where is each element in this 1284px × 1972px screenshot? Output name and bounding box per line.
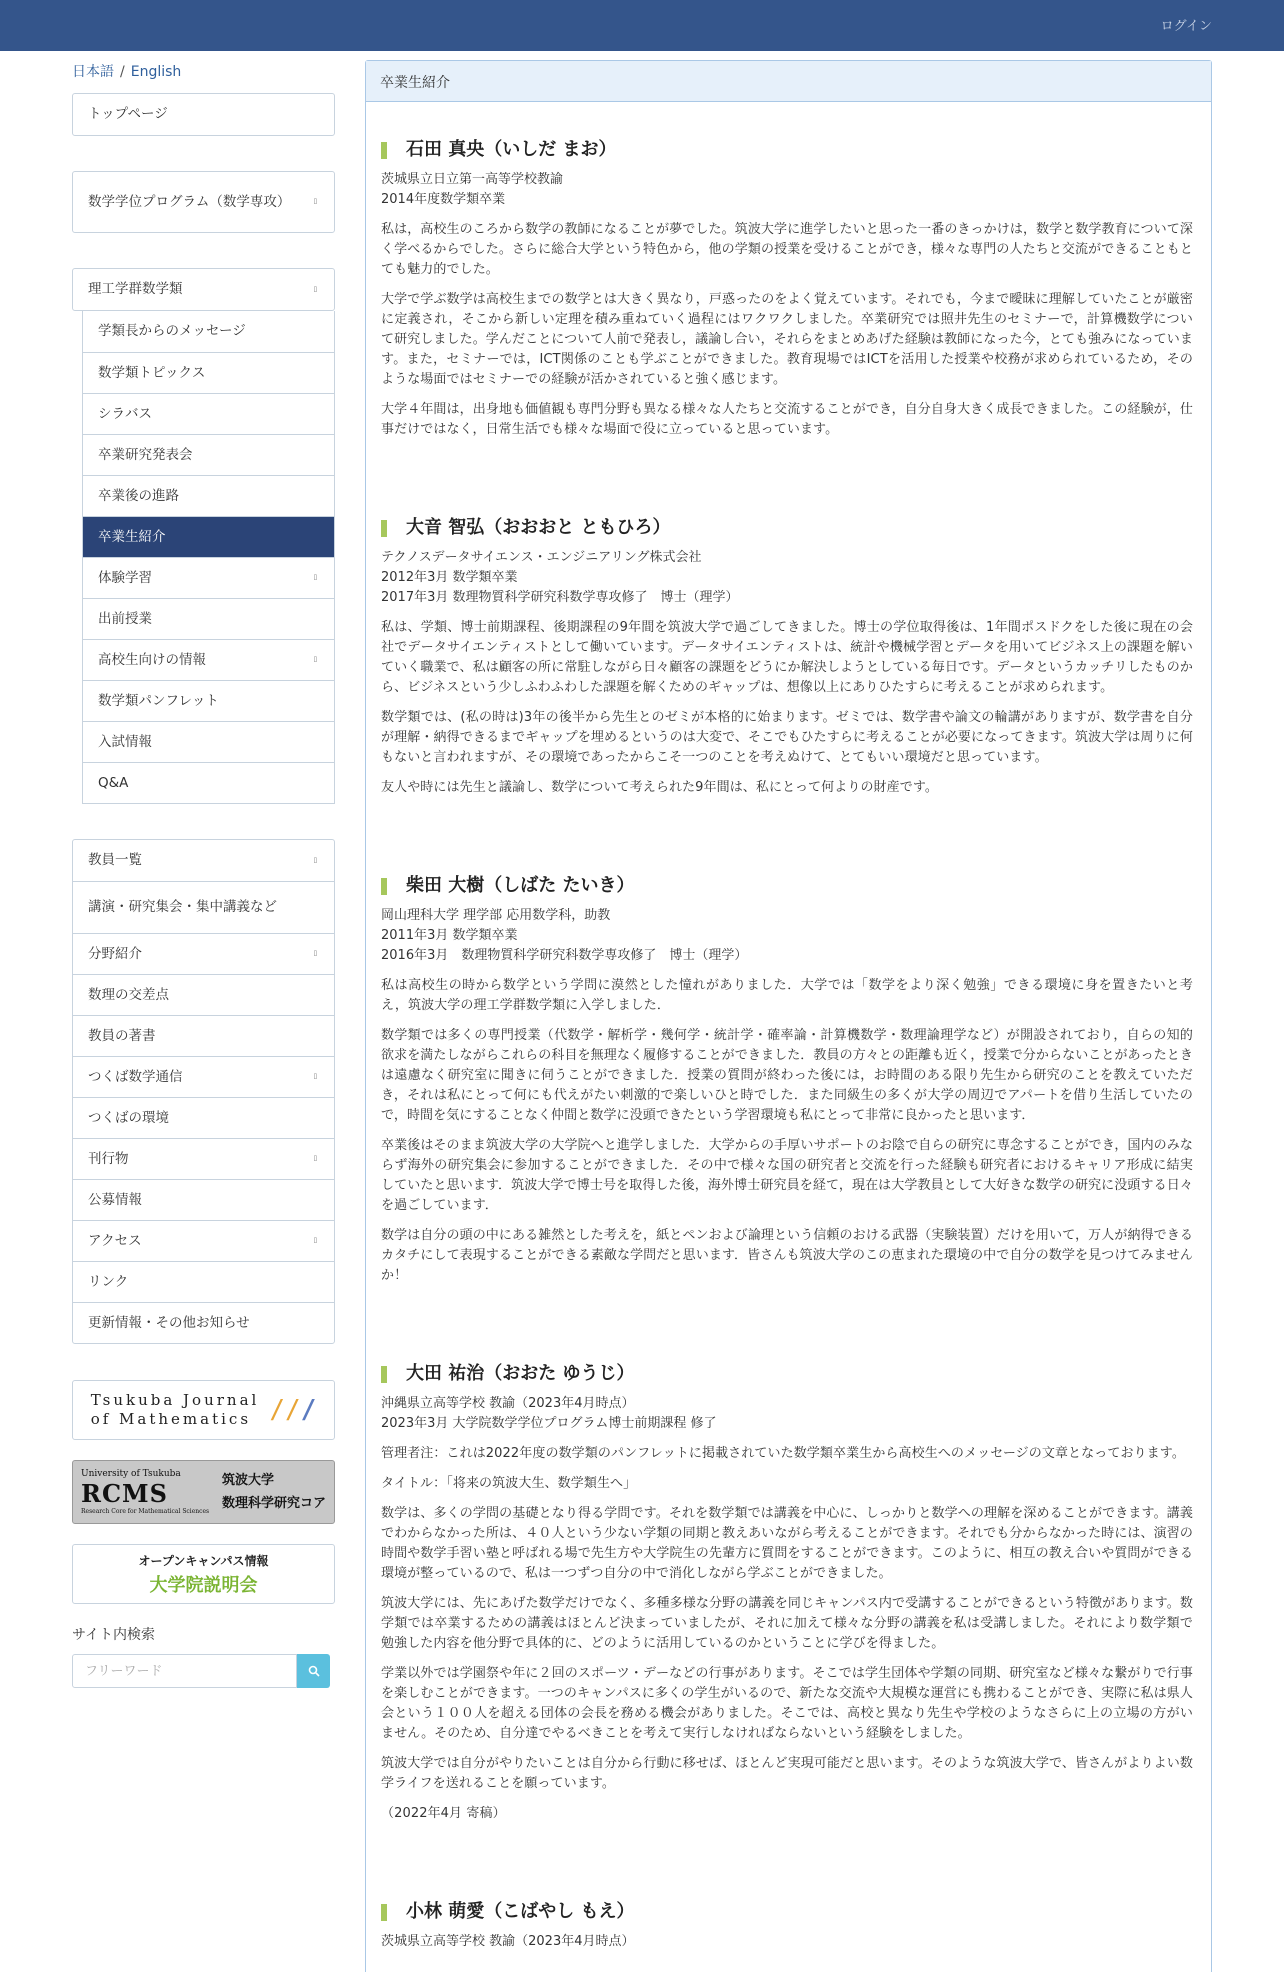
alumni-name: 大田 祐治（おおた ゆうじ）: [381, 1360, 1193, 1388]
alumni-paragraph: 数学類では多くの専門授業（代数学・解析学・幾何学・統計学・確率論・計算機数学・数理論理学など）が開設されており，自らの知的欲求を満たしながらこれらの科目を無理なく履修することができました．教員の方々との距離も近く，授業で分からないことがあったときは遠慮なく研究室に聞きに伺うことができました．授業の質問が終わった後には，お時間のある限り先生から研究のことを教えていただき，それは私にとって何にも代えがたい刺激的で楽しいひと時でした．また同級生の多くが大学の周辺でアパートを借り生活していたので，時間を気にすることなく仲間と数学に没頭できたという学習環境も私にとって非常に良かったと思います．: [381, 1028, 1193, 1123]
chevron-down-icon: ▯: [312, 284, 318, 295]
alumni-paragraph: 卒業後はそのまま筑波大学の大学院へと進学しました．大学からの手厚いサポートのお陰で自らの研究に専念することができ，国内のみならず海外の研究集会に参加することができました．その中で様々な国の研究者と交流を行った経験も研究者におけるキャリア形成に結実していたと思います．筑波大学で博士号を取得した後，海外博士研究員を経て，現在は大学教員として大好きな数学の研究に没頭する日々を過ごしています．: [381, 1138, 1193, 1213]
rcms-jp1: 筑波大学: [221, 1472, 274, 1488]
meta-line: 茨城県立日立第一高等学校教諭: [381, 172, 564, 187]
tjm-line2: of Mathematics: [90, 1410, 252, 1428]
rcms-banner[interactable]: [72, 1460, 335, 1524]
rcms-jp: [222, 1469, 326, 1516]
alumni-name: 柴田 大樹（しばた たいき）: [381, 872, 1193, 900]
chevron-down-icon: ▯: [312, 654, 318, 665]
grad-info-session-title: 大学院説明会: [149, 1574, 258, 1596]
alumni-profile: [381, 484, 1193, 842]
chevron-down-icon: ▯: [312, 948, 318, 959]
tsukuba-journal-banner[interactable]: [72, 1380, 335, 1440]
nav-college-group: [72, 268, 335, 804]
lang-japanese-link[interactable]: 日本語: [72, 64, 114, 80]
alumni-paragraph: 学業以外では学園祭や年に２回のスポーツ・デーなどの行事があります。そこでは学生団体や学類の同期、研究室など様々な繋がりで行事を楽しむことができます。一つのキャンパスに多くの学生がいるので、新たな交流や大規模な運営にも携わることができ、実際に私は県人会という１００人を超える団体の会長を務める機会がありました。そこでは、高校と異なり先生や学校のようなさらに上の立場の方がいません。そのため、自分達でやるべきことを考えて実行しなければならないという経験をしました。: [381, 1666, 1193, 1741]
tjm-logo-text: [91, 1391, 260, 1429]
alumni-paragraph: 管理者注：これは2022年度の数学類のパンフレットに掲載されていた数学類卒業生から高校生へのメッセージの文章となっております。: [381, 1446, 1185, 1461]
sidebar: [72, 51, 335, 1688]
alumni-profile: [381, 1330, 1193, 1868]
alumni-meta: [381, 170, 1193, 210]
nav-item-career[interactable]: 卒業後の進路: [83, 475, 334, 516]
nav-item-admission[interactable]: 入試情報: [83, 721, 334, 762]
nav-item-outreach[interactable]: 出前授業: [83, 598, 334, 639]
tjm-line1: Tsukuba Journal: [90, 1391, 260, 1410]
nav-item-program[interactable]: [73, 172, 334, 232]
alumni-paragraph: 友人や時には先生と議論し、数学について考えられた9年間は、私にとって何よりの財産です。: [381, 780, 939, 795]
alumni-list: [366, 102, 1211, 1952]
nav-item-access[interactable]: [73, 1220, 334, 1261]
nav-item-environment[interactable]: つくばの環境: [73, 1097, 334, 1138]
nav-item-links[interactable]: リンク: [73, 1261, 334, 1302]
nav-item-college[interactable]: [73, 269, 334, 310]
alumni-paragraph: 大学４年間は，出身地も価値観も専門分野も異なる様々な人たちと交流することができ，自分自身大きく成長できました。この経験が，仕事だけではなく，日常生活でも様々な場面で役に立っていると思っています。: [381, 402, 1193, 437]
alumni-meta: [381, 548, 1193, 608]
chevron-down-icon: ▯: [312, 855, 318, 866]
alumni-paragraph: 私は、学類、博士前期課程、後期課程の9年間を筑波大学で過ごしてきました。博士の学位取得後は、1年間ポスドクをした後に現在の会社でデータサイエンティストとして働いています。データサイエンティストは、統計や機械学習とデータを用いてビジネス上の課題を解いていく職業で、私は顧客の所に常駐しながら日々顧客の課題をどうにか解決しようとしている毎日です。データというカッチリしたものから、ビジネスという少しふわふわした課題を解くためのギャップは、想像以上にありひたすらに考えることが求められます。: [381, 620, 1193, 695]
alumni-paragraph: 筑波大学では自分がやりたいことは自分から行動に移せば、ほとんど実現可能だと思います。そのような筑波大学で、皆さんがよりよい数学ライフを送れることを願っています。: [381, 1756, 1193, 1791]
login-link[interactable]: ログイン: [1160, 19, 1212, 34]
alumni-profile: [381, 102, 1193, 484]
meta-line: 沖縄県立高等学校 教諭（2023年4月時点）: [381, 1396, 635, 1411]
nav-item-label: 体験学習: [98, 569, 152, 586]
chevron-down-icon: ▯: [312, 1071, 318, 1082]
top-bar: [0, 0, 1284, 51]
alumni-name: 大音 智弘（おおおと ともひろ）: [381, 514, 1193, 542]
nav-item-publications[interactable]: [73, 1138, 334, 1179]
alumni-paragraph: 数学類では、(私の時は)3年の後半から先生とのゼミが本格的に始まります。ゼミでは、数学書や論文の輪講がありますが、数学書を自分が理解・納得できるまでギャップを埋めるというのは大変で、そこでもひたすらに考えることが必要になってきます。筑波大学は周りに何もないと言われますが、その環境であったからこそ一つのことを考えぬけて、とてもいい環境だと思っています。: [381, 710, 1193, 765]
nav-item-label: 数学学位プログラム（数学専攻）: [88, 193, 291, 210]
alumni-name: 小林 萌愛（こばやし もえ）: [381, 1898, 1193, 1926]
nav-item-highschool[interactable]: [83, 639, 334, 680]
lang-english-link[interactable]: English: [130, 64, 182, 80]
nav-college-subnav: [82, 311, 335, 804]
nav-item-recruitment[interactable]: 公募情報: [73, 1179, 334, 1220]
search-icon: [308, 1665, 320, 1677]
alumni-profile: [381, 1868, 1193, 1952]
nav-item-top[interactable]: トップページ: [88, 106, 168, 123]
meta-line: テクノスデータサイエンス・エンジニアリング株式会社: [381, 550, 702, 565]
rcms-subtitle: Research Core for Mathematical Sciences: [81, 1508, 210, 1515]
meta-line: 茨城県立高等学校 教諭（2023年4月時点）: [381, 1934, 635, 1949]
rcms-univ: University of Tsukuba: [81, 1469, 181, 1479]
nav-item-news[interactable]: 更新情報・その他お知らせ: [73, 1302, 334, 1343]
chevron-down-icon: ▯: [312, 1153, 318, 1164]
nav-item-label: 理工学群数学類: [88, 281, 183, 298]
alumni-paragraph: 私は，高校生のころから数学の教師になることが夢でした。筑波大学に進学したいと思った一番のきっかけは，数学と数学教育について深く学べるからでした。さらに総合大学という特色から，他の学類の授業を受けることができ，様々な専門の人たちと交流ができることもとても魅力的でした。: [381, 222, 1193, 277]
nav-item-label: つくば数学通信: [88, 1068, 183, 1085]
nav-item-message[interactable]: 学類長からのメッセージ: [98, 323, 246, 340]
alumni-meta: [381, 1932, 1193, 1952]
nav-top-box: [72, 93, 335, 136]
alumni-profile: [381, 842, 1193, 1330]
meta-line: 2011年3月 数学類卒業: [381, 928, 518, 943]
tjm-logo-icon: ///: [269, 1395, 317, 1425]
nav-item-qa[interactable]: Q&A: [83, 762, 334, 803]
site-search-label: サイト内検索: [72, 1627, 156, 1643]
lang-separator: /: [120, 64, 125, 80]
nav-item-newsletter[interactable]: [73, 1056, 334, 1097]
meta-line: 2016年3月 数理物質科学研究科数学専攻修了 博士（理学）: [381, 948, 748, 963]
open-campus-banner[interactable]: [72, 1544, 335, 1604]
alumni-paragraph: 大学で学ぶ数学は高校生までの数学とは大きく異なり，戸惑ったのをよく覚えています。それでも，今まで曖昧に理解していたことが厳密に定義され，そこから新しい定理を積み重ねていく過程にはワクワクしました。卒業研究では照井先生のセミナーで，計算機数学について研究しました。学んだことについて人前で発表し，議論し合い，それらをまとめあげた経験は教師になった今，とても強みになっています。また，セミナーでは，ICT関係のことも学ぶことができました。教育現場ではICTを活用した授業や校務が求められているため，そのような場面ではセミナーでの経験が活かされていると強く感じます。: [381, 292, 1193, 387]
nav-faculty-box: [72, 839, 335, 1344]
alumni-paragraph: 数学は、多くの学問の基礎となり得る学問です。それを数学類では講義を中心に、しっかりと数学への理解を深めることができます。講義でわからなかった所は、４０人という少ない学類の同期と教えあいながら考えることができます。それでも分からなかった時には、演習の時間や数学手習い塾と呼ばれる場で先生方や大学院生の先輩方に質問をすることができます。このように、相互の教え合いや質問ができる環境が整っているので、私は一つずつ自分の中で消化しながら学ぶことができました。: [381, 1506, 1193, 1581]
chevron-down-icon: ▯: [312, 1235, 318, 1246]
page-title: 卒業生紹介: [366, 61, 1211, 102]
nav-item-label: アクセス: [88, 1232, 142, 1249]
nav-college-box: [72, 268, 335, 311]
alumni-paragraph: （2022年4月 寄稿）: [381, 1806, 506, 1821]
nav-item-lectures[interactable]: 講演・研究集会・集中講義など: [73, 881, 334, 933]
alumni-paragraph: 私は高校生の時から数学という学問に漠然とした憧れがありました．大学では「数学をより深く勉強」できる環境に身を置きたいと考え，筑波大学の理工学群数学類に入学しました．: [381, 978, 1193, 1013]
rcms-jp2: 数理科学研究コア: [221, 1496, 326, 1511]
nav-item-crossroads[interactable]: 数理の交差点: [73, 974, 334, 1015]
nav-item-syllabus[interactable]: シラバス: [83, 393, 334, 434]
chevron-down-icon: ▯: [312, 196, 318, 207]
nav-item-label: 高校生向けの情報: [98, 651, 206, 668]
alumni-paragraph: 数学は自分の頭の中にある雑然とした考えを，紙とペンおよび論理という信頼のおける武器（実験装置）だけを用いて，万人が納得できるカタチにして表現することができる素敵な学問だと思います．皆さんも筑波大学のこの恵まれた環境の中で自分の数学を見つけてみませんか！: [381, 1228, 1193, 1283]
open-campus-title: オープンキャンパス情報: [138, 1553, 269, 1568]
meta-line: 2017年3月 数理物質科学研究科数学専攻修了 博士（理学）: [381, 590, 739, 605]
meta-line: 2014年度数学類卒業: [381, 192, 506, 207]
alumni-paragraph: タイトル：「将来の筑波大生、数学類生へ」: [381, 1476, 637, 1491]
meta-line: 2012年3月 数学類卒業: [381, 570, 518, 585]
meta-line: 2023年3月 大学院数学学位プログラム博士前期課程 修了: [381, 1416, 717, 1431]
nav-item-label: 刊行物: [88, 1150, 129, 1167]
chevron-down-icon: ▯: [312, 572, 318, 583]
main-panel: [365, 60, 1212, 1972]
nav-program-box: [72, 171, 335, 233]
nav-item-label: 教員一覧: [88, 852, 142, 869]
nav-item-graduation-research[interactable]: 卒業研究発表会: [83, 434, 334, 475]
nav-item-pamphlet[interactable]: 数学類パンフレット: [83, 680, 334, 721]
nav-item-faculty-list[interactable]: [73, 840, 334, 881]
nav-item-books[interactable]: 教員の著書: [73, 1015, 334, 1056]
alumni-name: 石田 真央（いしだ まお）: [381, 136, 1193, 164]
site-search: [72, 1654, 335, 1688]
search-input[interactable]: [72, 1654, 297, 1688]
search-button[interactable]: [297, 1654, 330, 1688]
alumni-meta: [381, 1394, 1193, 1434]
nav-item-alumni[interactable]: 卒業生紹介: [83, 516, 334, 557]
rcms-logo: [81, 1469, 209, 1515]
meta-line: 岡山理科大学 理学部 応用数学科，助教: [381, 908, 611, 923]
nav-item-topics[interactable]: 数学類トピックス: [83, 352, 334, 393]
nav-item-experience[interactable]: [83, 557, 334, 598]
language-switcher: [72, 51, 335, 89]
nav-item-label: 分野紹介: [88, 945, 142, 962]
alumni-meta: [381, 906, 1193, 966]
nav-item-fields[interactable]: [73, 933, 334, 974]
alumni-paragraph: 筑波大学には、先にあげた数学だけでなく、多種多様な分野の講義を同じキャンパス内で受講することができるという特徴があります。数学類では卒業するための講義はほとんど決まっていましたが、それに加えて様々な分野の講義を私は受講しました。それにより数学類で勉強した内容を他分野で具体的に、どのように活用しているのかということに学びを得ました。: [381, 1596, 1193, 1651]
rcms-title: RCMS: [81, 1479, 168, 1508]
